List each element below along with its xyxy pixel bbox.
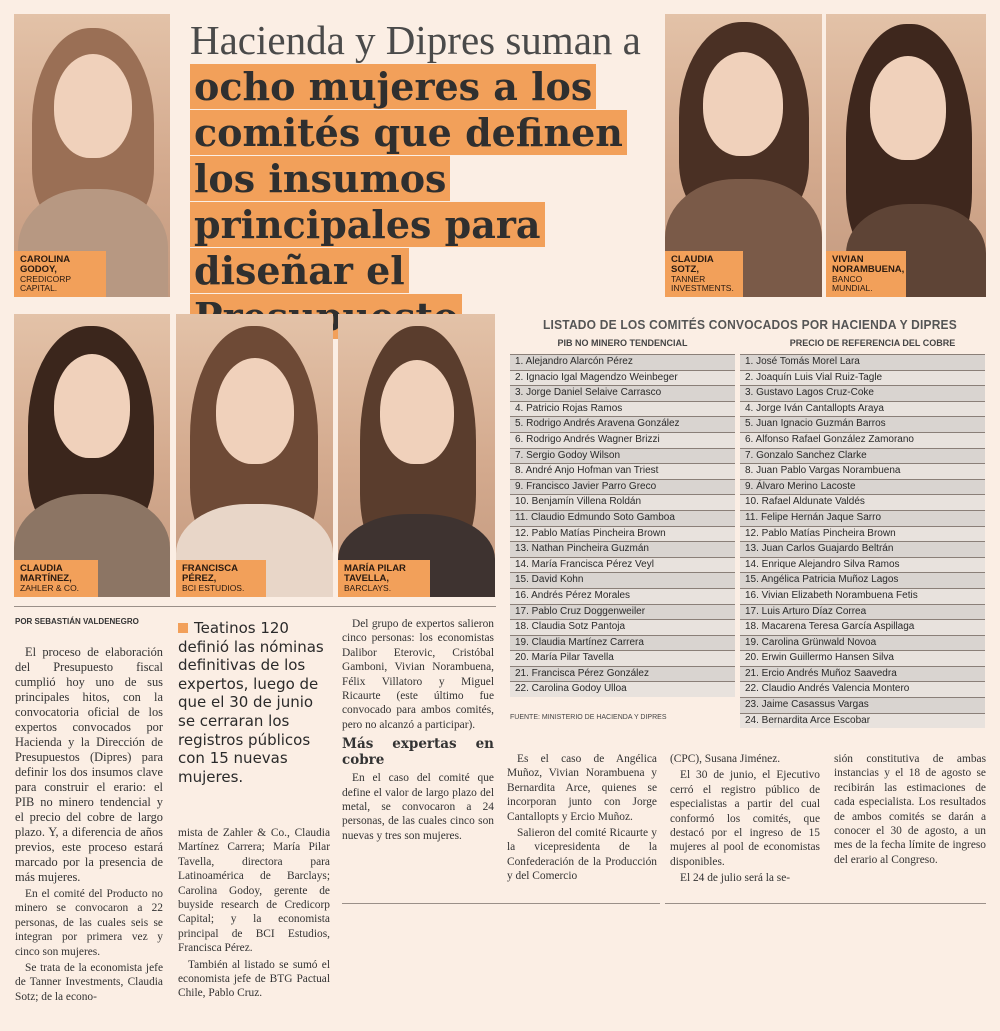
caption-name: CLAUDIA MARTÍNEZ, (20, 563, 72, 585)
list-item: 17. Pablo Cruz Doggenweiler (510, 604, 735, 620)
article-col-3 (342, 617, 494, 845)
paragraph: En el caso del comité que define el valor de largo plazo del metal, se convocaron a 24 personas, de las cuales cinco son nuevas y tres son mujeres. (342, 772, 494, 842)
caption-org: BCI ESTUDIOS. (182, 583, 245, 594)
table-col-header-right: PRECIO DE REFERENCIA DEL COBRE (789, 338, 956, 348)
paragraph: El 30 de junio, el Ejecutivo cerró el registro público de especialistas a partir del cual conformó los comités, que destacó por el ingreso de 15 mujeres al pool de economistas disponibles. (670, 769, 820, 868)
list-item: 19. Carolina Grünwald Novoa (740, 635, 985, 651)
paragraph: sión constitutiva de ambas instancias y el 18 de agosto se recibirán las estimaciones de cada especialista. Los resultados de ambos comités se darán a conocer el 30 de agosto, a un mes de la fecha límite de ingreso del erario al Congreso. (834, 753, 986, 866)
list-item: 5. Rodrigo Andrés Aravena González (510, 416, 735, 432)
list-item: 2. Joaquín Luis Vial Ruiz-Tagle (740, 370, 985, 386)
divider (14, 606, 496, 607)
list-item: 22. Carolina Godoy Ulloa (510, 681, 735, 697)
byline: POR SEBASTIÁN VALDENEGRO (15, 617, 139, 626)
paragraph: También al listado se sumó el economista jefe de BTG Pactual Chile, Pablo Cruz. (178, 958, 330, 1000)
list-item: 19. Claudia Martínez Carrera (510, 635, 735, 651)
list-item: 9. Álvaro Merino Lacoste (740, 479, 985, 495)
list-item: 16. Vivian Elizabeth Norambuena Fetis (740, 588, 985, 604)
paragraph: (CPC), Susana Jiménez. (670, 753, 781, 765)
list-item: 17. Luis Arturo Díaz Correa (740, 604, 985, 620)
photo-claudia-sotz (665, 14, 822, 297)
photo-claudia-martinez (14, 314, 170, 597)
caption-org: BANCO MUNDIAL. (832, 274, 873, 294)
subheading: Más expertas en cobre (342, 736, 494, 769)
caption-org: TANNER INVESTMENTS. (671, 274, 734, 294)
divider (342, 903, 660, 904)
list-item: 12. Pablo Matías Pincheira Brown (510, 526, 735, 542)
caption-name: FRANCISCA PÉREZ, (182, 563, 238, 585)
caption-org: BARCLAYS. (344, 583, 392, 594)
list-item: 15. David Kohn (510, 572, 735, 588)
caption-name: VIVIAN NORAMBUENA, (832, 254, 905, 276)
caption-name: CLAUDIA SOTZ, (671, 254, 714, 276)
paragraph: Del grupo de expertos salieron cinco personas: los economistas Dalibor Eterovic, Cristóbal Gamboni, Vivian Norambuena, Félix Villatoro y Miguel Ricaurte (este último fue convocado para ambos comités, pero no alcanzó a participar). (342, 618, 494, 731)
list-item: 16. Andrés Pérez Morales (510, 588, 735, 604)
list-item: 8. Juan Pablo Vargas Norambuena (740, 463, 985, 479)
accent-square (178, 623, 188, 633)
list-item: 18. Macarena Teresa García Aspillaga (740, 619, 985, 635)
paragraph: El 24 de julio será la se- (680, 872, 791, 885)
article-col-5 (670, 752, 820, 888)
list-item: 23. Jaime Casassus Vargas (740, 697, 985, 713)
list-item: 5. Juan Ignacio Guzmán Barros (740, 416, 985, 432)
article-col-1 (15, 645, 163, 1006)
list-item: 21. Ercio Andrés Muñoz Saavedra (740, 666, 985, 682)
list-item: 11. Felipe Hernán Jaque Sarro (740, 510, 985, 526)
headline (190, 18, 650, 340)
article-col-6 (834, 752, 986, 869)
list-item: 10. Rafael Aldunate Valdés (740, 494, 985, 510)
list-item: 2. Ignacio Igal Magendzo Weinbeger (510, 370, 735, 386)
caption-name: CAROLINA GODOY, (20, 254, 70, 276)
divider (665, 903, 986, 904)
caption-org: ZAHLER & CO. (20, 583, 80, 594)
list-item: 9. Francisco Javier Parro Greco (510, 479, 735, 495)
list-item: 14. María Francisca Pérez Veyl (510, 557, 735, 573)
list-item: 3. Gustavo Lagos Cruz-Coke (740, 385, 985, 401)
list-item: 3. Jorge Daniel Selaive Carrasco (510, 385, 735, 401)
photo-vivian-norambuena (826, 14, 986, 297)
table-col-header-left: PIB NO MINERO TENDENCIAL (557, 338, 688, 348)
list-item: 21. Francisca Pérez González (510, 666, 735, 682)
list-item: 7. Gonzalo Sanchez Clarke (740, 448, 985, 464)
paragraph: Salieron del comité Ricaurte y la vicepresidenta de la Confederación de la Producción y del Comercio (507, 827, 657, 883)
list-item: 6. Alfonso Rafael González Zamorano (740, 432, 985, 448)
article-col-4 (507, 752, 657, 886)
caption-org: CREDICORP CAPITAL. (20, 274, 71, 294)
paragraph: Se trata de la economista jefe de Tanner Investments, Claudia Sotz; de la econo- (15, 962, 163, 1003)
list-item: 1. Alejandro Alarcón Pérez (510, 354, 735, 370)
photo-francisca-perez (176, 314, 333, 597)
list-item: 14. Enrique Alejandro Silva Ramos (740, 557, 985, 573)
list-item: 22. Claudio Andrés Valencia Montero (740, 681, 985, 697)
list-item: 10. Benjamín Villena Roldán (510, 494, 735, 510)
list-item: 11. Claudio Edmundo Soto Gamboa (510, 510, 735, 526)
paragraph: El proceso de elaboración del Presupuesto fiscal cumplió hoy uno de sus principales hitos, con la convocatoria oficial de los expertos convocados por Hacienda y la Dirección de Presupuestos (Dipres) para definir los dos insumos clave para construir el erario: el PIB no minero tendencial y el precio del cobre de largo plazo. Y, a diferencia de años previos, este proceso estará marcado por la presencia de más mujeres. (15, 645, 163, 884)
committee-list-cobre (740, 354, 985, 728)
photo-carolina-godoy (14, 14, 170, 297)
article-col-2 (178, 826, 330, 1003)
table-title: LISTADO DE LOS COMITÉS CONVOCADOS POR HACIENDA Y DIPRES (543, 317, 957, 333)
list-item: 13. Juan Carlos Guajardo Beltrán (740, 541, 985, 557)
table-source: FUENTE: MINISTERIO DE HACIENDA Y DIPRES (510, 714, 667, 721)
list-item: 20. Erwin Guillermo Hansen Silva (740, 650, 985, 666)
committee-list-pib (510, 354, 735, 697)
list-item: 15. Angélica Patricia Muñoz Lagos (740, 572, 985, 588)
list-item: 13. Nathan Pincheira Guzmán (510, 541, 735, 557)
list-item: 24. Bernardita Arce Escobar (740, 713, 985, 729)
photo-maria-pilar-tavella (338, 314, 495, 597)
list-item: 4. Patricio Rojas Ramos (510, 401, 735, 417)
list-item: 12. Pablo Matías Pincheira Brown (740, 526, 985, 542)
list-item: 6. Rodrigo Andrés Wagner Brizzi (510, 432, 735, 448)
list-item: 20. María Pilar Tavella (510, 650, 735, 666)
paragraph: En el comité del Producto no minero se convocaron a 22 personas, de las cuales seis se integran por primera vez y cinco son mujeres. (15, 888, 163, 958)
headline-highlight: ocho mujeres a los comités que definen los insumos principales para diseñar el (190, 64, 627, 339)
paragraph: mista de Zahler & Co., Claudia Martínez Carrera; María Pilar Tavella, directora para Latinoamérica de Barclays; Carolina Godoy, gerente de buyside research de Credicorp Capital; y la economista principal de BCI Estudios, Francisca Pérez. (178, 827, 330, 955)
list-item: 4. Jorge Iván Cantallopts Araya (740, 401, 985, 417)
caption-name: MARÍA PILAR TAVELLA, (344, 563, 406, 585)
pull-quote-text: Teatinos 120 definió las nóminas definitivas de los expertos, luego de que el 30 de junio se cerraran los registros públicos con 15 nuevas mujeres. (178, 619, 324, 786)
list-item: 18. Claudia Sotz Pantoja (510, 619, 735, 635)
paragraph: Es el caso de Angélica Muñoz, Vivian Norambuena y Bernardita Arce, quienes se incorporan junto con Jorge Cantallopts y Ercio Muñoz. (507, 753, 657, 823)
headline-plain: Hacienda y Dipres suman a (190, 17, 641, 63)
list-item: 7. Sergio Godoy Wilson (510, 448, 735, 464)
pull-quote (178, 619, 330, 786)
list-item: 1. José Tomás Morel Lara (740, 354, 985, 370)
list-item: 8. André Anjo Hofman van Triest (510, 463, 735, 479)
